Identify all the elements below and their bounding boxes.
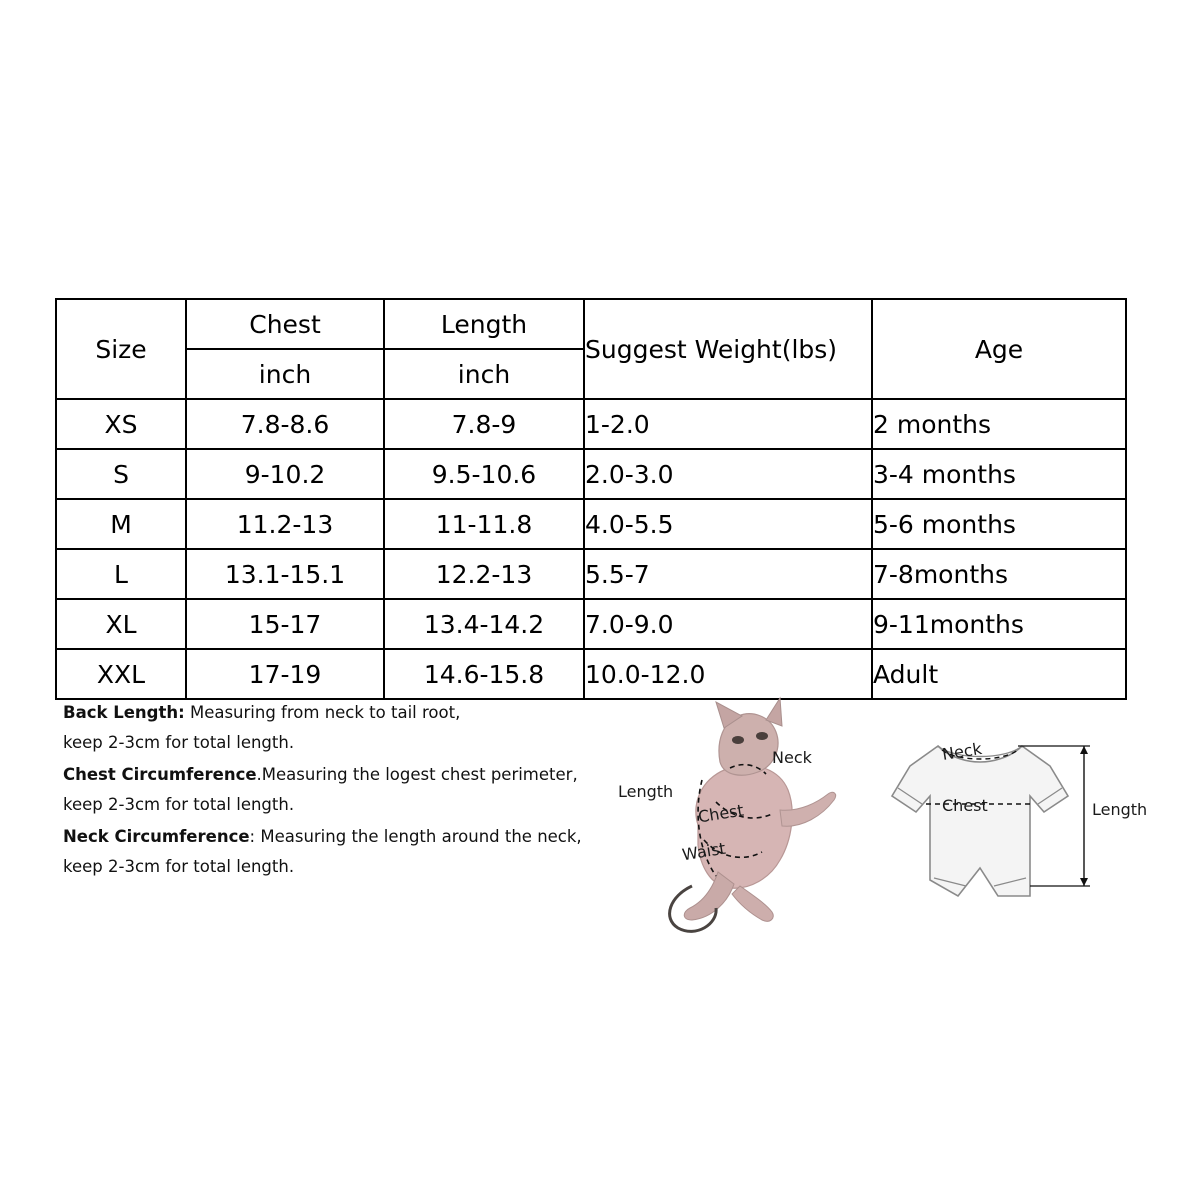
- cell-chest: 9-10.2: [186, 449, 384, 499]
- note-back-length: [63, 705, 623, 722]
- table-row: [56, 399, 1126, 449]
- cell-age: 7-8months: [872, 549, 1126, 599]
- header-chest-title: Chest: [186, 299, 384, 349]
- table-row: [56, 499, 1126, 549]
- note-label: Back Length:: [63, 703, 185, 722]
- table-row: [56, 649, 1126, 699]
- cat-illustration-icon: [620, 690, 870, 960]
- cell-weight: 5.5-7: [584, 549, 872, 599]
- table-row: [56, 599, 1126, 649]
- note-chest-circumference: [63, 767, 623, 784]
- note-text: .Measuring the logest chest perimeter,: [256, 765, 578, 784]
- cell-length: 12.2-13: [384, 549, 584, 599]
- cell-length: 7.8-9: [384, 399, 584, 449]
- cell-age: 3-4 months: [872, 449, 1126, 499]
- header-age: Age: [872, 299, 1126, 399]
- note-back-length-sub: [63, 732, 623, 752]
- note-neck-circumference: [63, 829, 623, 846]
- cell-age: 2 months: [872, 399, 1126, 449]
- header-size: Size: [56, 299, 186, 399]
- note-label: Neck Circumference: [63, 827, 250, 846]
- note-text: keep 2-3cm for total length.: [63, 732, 295, 752]
- cell-chest: 13.1-15.1: [186, 549, 384, 599]
- cell-weight: 2.0-3.0: [584, 449, 872, 499]
- cell-chest: 11.2-13: [186, 499, 384, 549]
- table-row: [56, 549, 1126, 599]
- cell-length: 11-11.8: [384, 499, 584, 549]
- table-header-row: [56, 299, 1126, 349]
- cat-label-neck: Neck: [772, 748, 812, 767]
- note-text: keep 2-3cm for total length.: [63, 794, 295, 814]
- note-neck-circumference-sub: [63, 856, 623, 876]
- cell-size: L: [56, 549, 186, 599]
- note-chest-circumference-sub: [63, 794, 623, 814]
- cell-length: 14.6-15.8: [384, 649, 584, 699]
- cell-size: M: [56, 499, 186, 549]
- cell-weight: 1-2.0: [584, 399, 872, 449]
- cell-length: 9.5-10.6: [384, 449, 584, 499]
- garment-label-length: Length: [1092, 800, 1148, 819]
- size-chart-table: [55, 298, 1127, 700]
- header-suggest-weight: Suggest Weight(lbs): [584, 299, 872, 399]
- cell-age: 9-11months: [872, 599, 1126, 649]
- cell-age: Adult: [872, 649, 1126, 699]
- table-row: [56, 449, 1126, 499]
- cell-weight: 7.0-9.0: [584, 599, 872, 649]
- cell-chest: 17-19: [186, 649, 384, 699]
- header-length-title: Length: [384, 299, 584, 349]
- note-text: : Measuring the length around the neck,: [249, 827, 582, 846]
- header-chest-unit: inch: [186, 349, 384, 399]
- note-text: keep 2-3cm for total length.: [63, 856, 295, 876]
- cat-label-length: Length: [618, 782, 674, 801]
- garment-label-neck: Neck: [940, 738, 984, 765]
- cell-weight: 10.0-12.0: [584, 649, 872, 699]
- cell-size: XS: [56, 399, 186, 449]
- cat-measurement-diagram: [620, 690, 870, 960]
- cat-label-waist: Waist: [680, 838, 727, 865]
- note-text: Measuring from neck to tail root,: [184, 703, 461, 722]
- garment-label-chest: Chest: [942, 796, 988, 815]
- cell-length: 13.4-14.2: [384, 599, 584, 649]
- cell-age: 5-6 months: [872, 499, 1126, 549]
- header-length-unit: inch: [384, 349, 584, 399]
- cell-size: XL: [56, 599, 186, 649]
- cell-chest: 15-17: [186, 599, 384, 649]
- cell-weight: 4.0-5.5: [584, 499, 872, 549]
- cell-chest: 7.8-8.6: [186, 399, 384, 449]
- cell-size: S: [56, 449, 186, 499]
- cat-label-chest: Chest: [696, 800, 745, 827]
- garment-measurement-diagram: [880, 700, 1170, 930]
- note-label: Chest Circumference: [63, 765, 257, 784]
- cell-size: XXL: [56, 649, 186, 699]
- measurement-notes: [63, 705, 623, 891]
